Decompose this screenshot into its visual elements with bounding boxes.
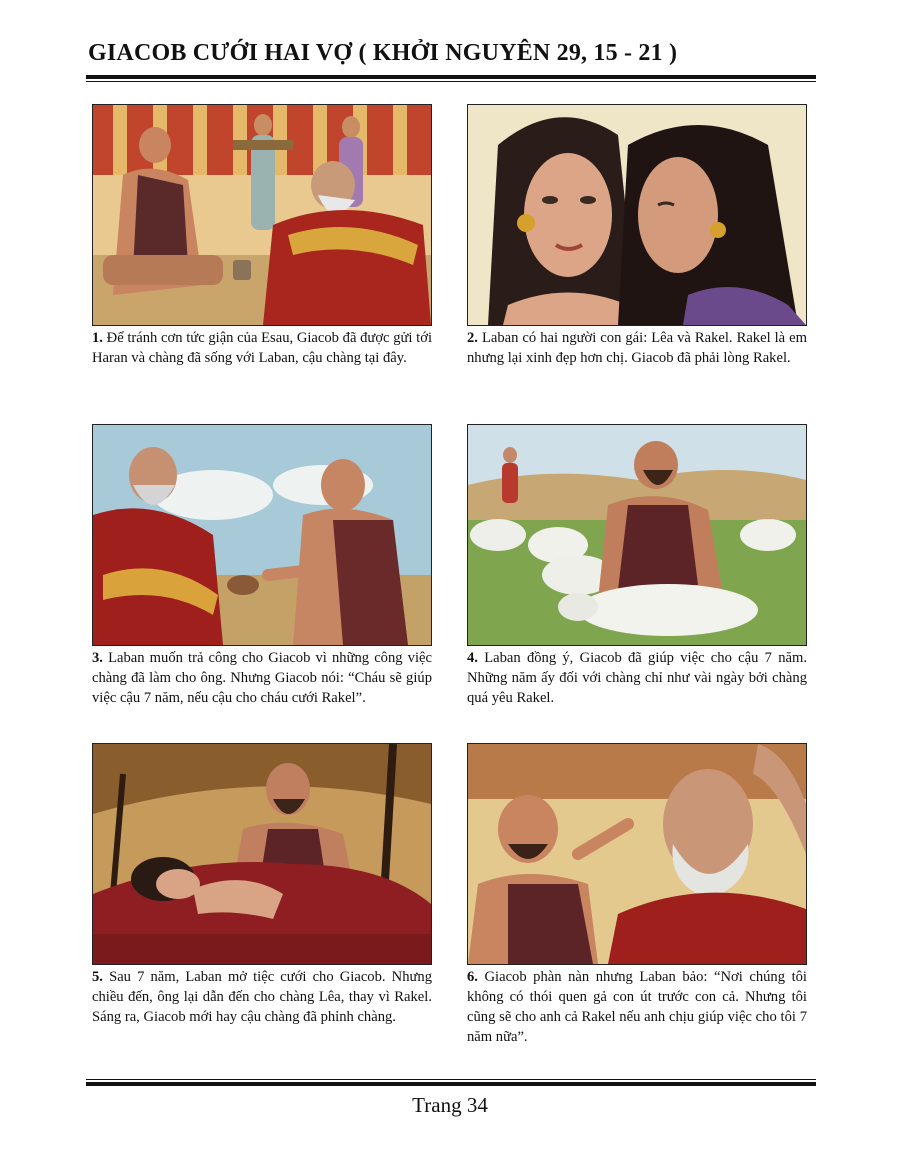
panel-5-text: Sau 7 năm, Laban mở tiệc cưới cho Giacob. Nhưng chiều đến, ông lại dẫn đến cho chàng Lêa, thay vì Rakel. Sáng ra, Giacob mới hay cậu chàng đã phỉnh chàng. xyxy=(92,969,432,1025)
panel-1-text: Để tránh cơn tức giận của Esau, Giacob đã được gửi tới Haran và chàng đã sống với Laban, cậu chàng tại đây. xyxy=(92,330,432,366)
panel-6-text: Giacob phàn nàn nhưng Laban bảo: “Nơi chúng tôi không có thói quen gả con út trước con cả. Nhưng tôi cũng sẽ cho anh cả Rakel nếu anh chịu giúp việc cho tôi 7 năm nữa”. xyxy=(467,969,807,1045)
panel-5-number: 5. xyxy=(92,969,103,985)
header-rule-thin xyxy=(86,81,816,82)
panel-6-caption xyxy=(467,967,807,1047)
panel-3-illustration xyxy=(92,424,432,646)
panel-3-text: Laban muốn trả công cho Giacob vì những công việc chàng đã làm cho ông. Nhưng Giacob nói: “Cháu sẽ giúp việc cậu 7 năm, nếu cậu cho cháu cưới Rakel”. xyxy=(92,650,432,706)
panel-5-illustration xyxy=(92,743,432,965)
panel-1-illustration xyxy=(92,104,432,326)
panel-2-illustration xyxy=(467,104,807,326)
panel-6-illustration xyxy=(467,743,807,965)
panel-4-number: 4. xyxy=(467,650,478,666)
panel-3-number: 3. xyxy=(92,650,103,666)
panel-4-caption xyxy=(467,648,807,708)
page-title: GIACOB CƯỚI HAI VỢ ( KHỞI NGUYÊN 29, 15 - 21 ) xyxy=(88,40,678,66)
page-number: Trang 34 xyxy=(412,1093,488,1117)
panel-2-text: Laban có hai người con gái: Lêa và Rakel. Rakel là em nhưng lại xinh đẹp hơn chị. Giacob đã phải lòng Rakel. xyxy=(467,330,807,366)
footer-rule xyxy=(86,1082,816,1086)
panel-1-number: 1. xyxy=(92,330,103,346)
panel-2-number: 2. xyxy=(467,330,478,346)
panel-2-caption xyxy=(467,328,807,368)
header-rule xyxy=(86,75,816,79)
panel-4-text: Laban đồng ý, Giacob đã giúp việc cho cậu 7 năm. Những năm ấy đối với chàng chỉ như vài ngày bởi chàng quá yêu Rakel. xyxy=(467,650,807,706)
panel-1-caption xyxy=(92,328,432,368)
panel-6-number: 6. xyxy=(467,969,478,985)
footer-rule-thin xyxy=(86,1079,816,1080)
panel-4-illustration xyxy=(467,424,807,646)
panel-5-caption xyxy=(92,967,432,1027)
panel-3-caption xyxy=(92,648,432,708)
